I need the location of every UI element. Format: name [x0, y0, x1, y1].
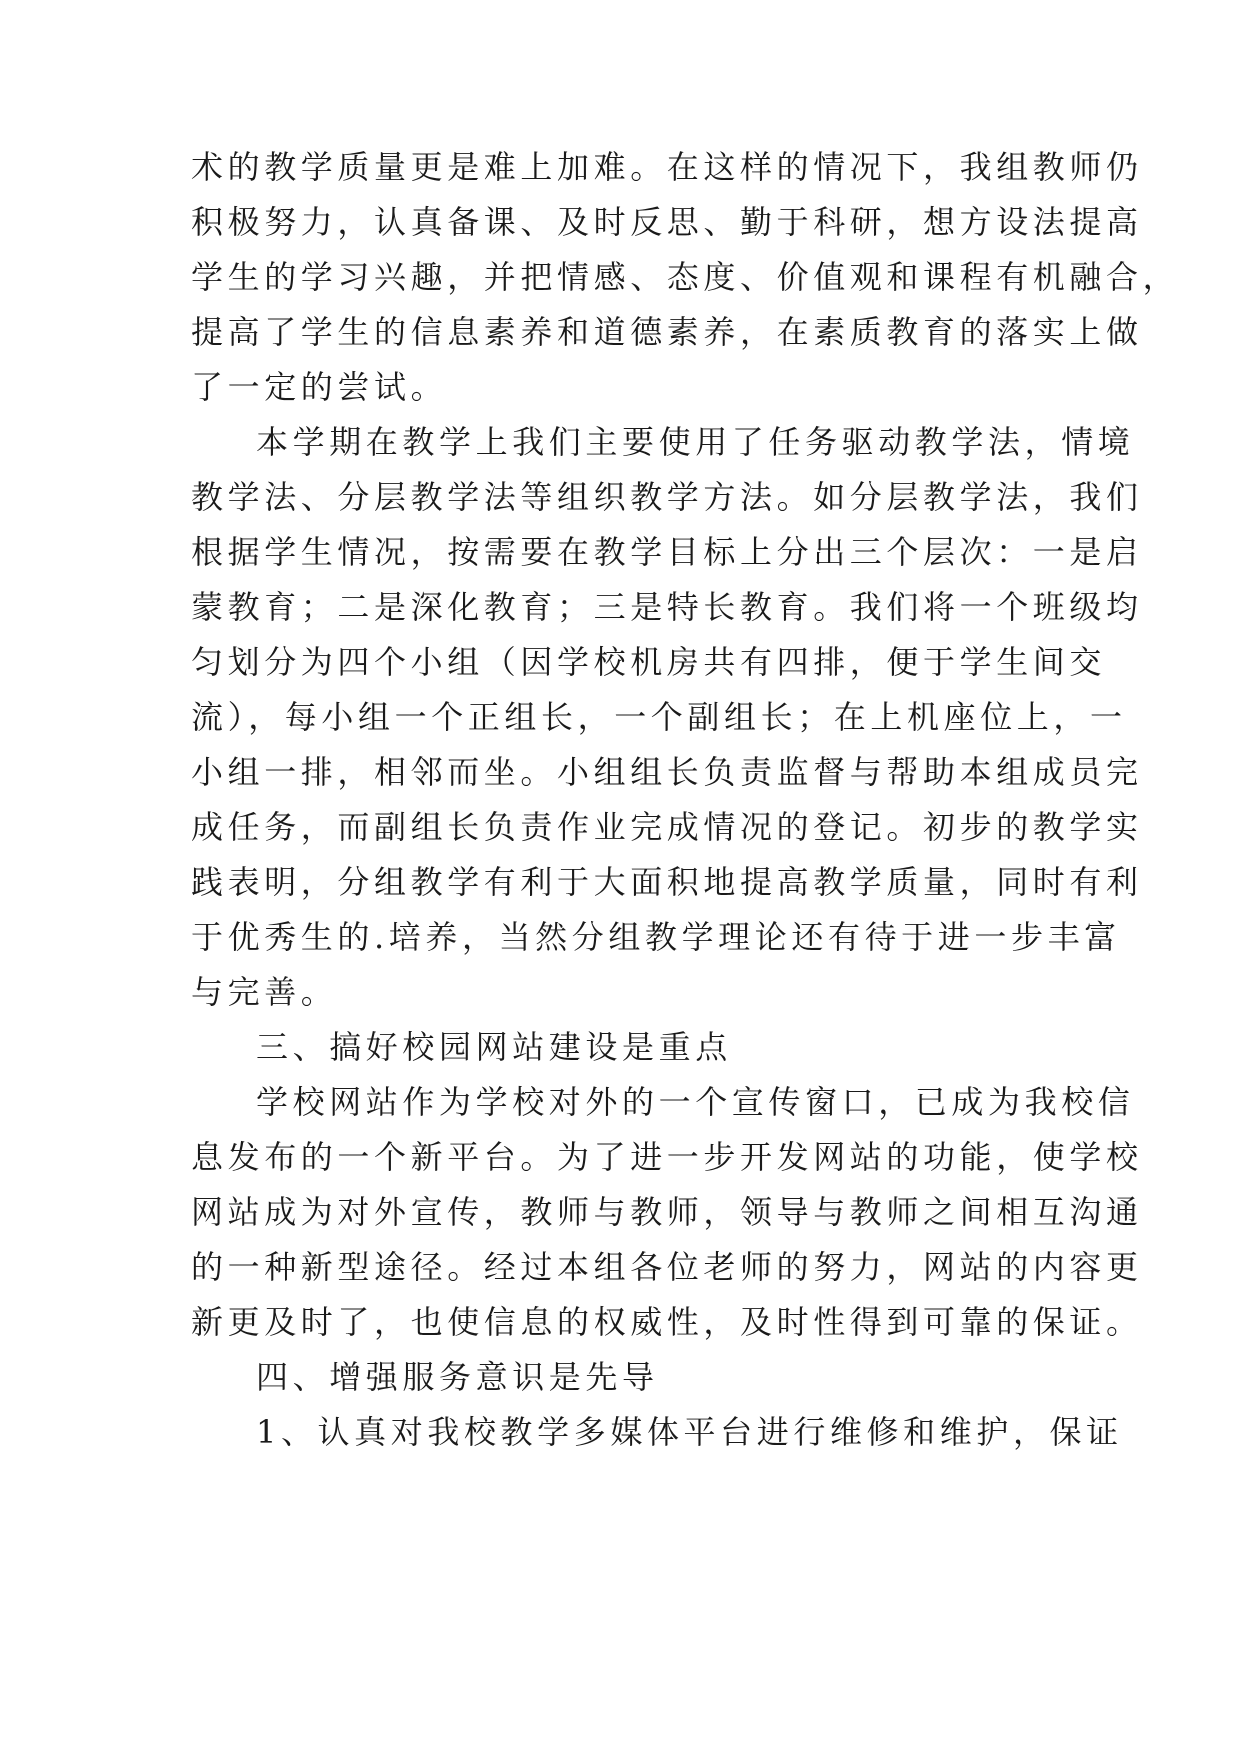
- paragraph-start-line: 1、认真对我校教学多媒体平台进行维修和维护，保证: [256, 1413, 1123, 1451]
- text-line: 小组一排，相邻而坐。小组组长负责监督与帮助本组成员完: [191, 753, 1143, 791]
- section-heading: 四、增强服务意识是先导: [256, 1358, 659, 1396]
- text-line: 根据学生情况，按需要在教学目标上分出三个层次：一是启: [191, 533, 1143, 571]
- text-line: 的一种新型途径。经过本组各位老师的努力，网站的内容更: [191, 1248, 1143, 1286]
- text-line: 匀划分为四个小组（因学校机房共有四排，便于学生间交: [191, 643, 1107, 681]
- text-line: 术的教学质量更是难上加难。在这样的情况下，我组教师仍: [191, 148, 1143, 186]
- text-line: 于优秀生的.培养，当然分组教学理论还有待于进一步丰富: [191, 918, 1121, 956]
- text-line: 践表明，分组教学有利于大面积地提高教学质量，同时有利: [191, 863, 1143, 901]
- text-line: 学生的学习兴趣，并把情感、态度、价值观和课程有机融合，: [191, 258, 1180, 296]
- paragraph-start-line: 学校网站作为学校对外的一个宣传窗口，已成为我校信: [256, 1083, 1135, 1121]
- text-line: 成任务，而副组长负责作业完成情况的登记。初步的教学实: [191, 808, 1143, 846]
- text-line: 流），每小组一个正组长，一个副组长；在上机座位上，一: [191, 698, 1127, 736]
- text-line: 蒙教育；二是深化教育；三是特长教育。我们将一个班级均: [191, 588, 1143, 626]
- text-line: 了一定的尝试。: [191, 368, 448, 406]
- text-line: 网站成为对外宣传，教师与教师，领导与教师之间相互沟通: [191, 1193, 1143, 1231]
- text-line: 与完善。: [191, 973, 338, 1011]
- text-line: 积极努力，认真备课、及时反思、勤于科研，想方设法提高: [191, 203, 1143, 241]
- text-line: 提高了学生的信息素养和道德素养，在素质教育的落实上做: [191, 313, 1143, 351]
- text-line: 息发布的一个新平台。为了进一步开发网站的功能，使学校: [191, 1138, 1143, 1176]
- text-line: 新更及时了，也使信息的权威性，及时性得到可靠的保证。: [191, 1303, 1143, 1341]
- section-heading: 三、搞好校园网站建设是重点: [256, 1028, 732, 1066]
- text-line: 教学法、分层教学法等组织教学方法。如分层教学法，我们: [191, 478, 1143, 516]
- paragraph-start-line: 本学期在教学上我们主要使用了任务驱动教学法，情境: [256, 423, 1135, 461]
